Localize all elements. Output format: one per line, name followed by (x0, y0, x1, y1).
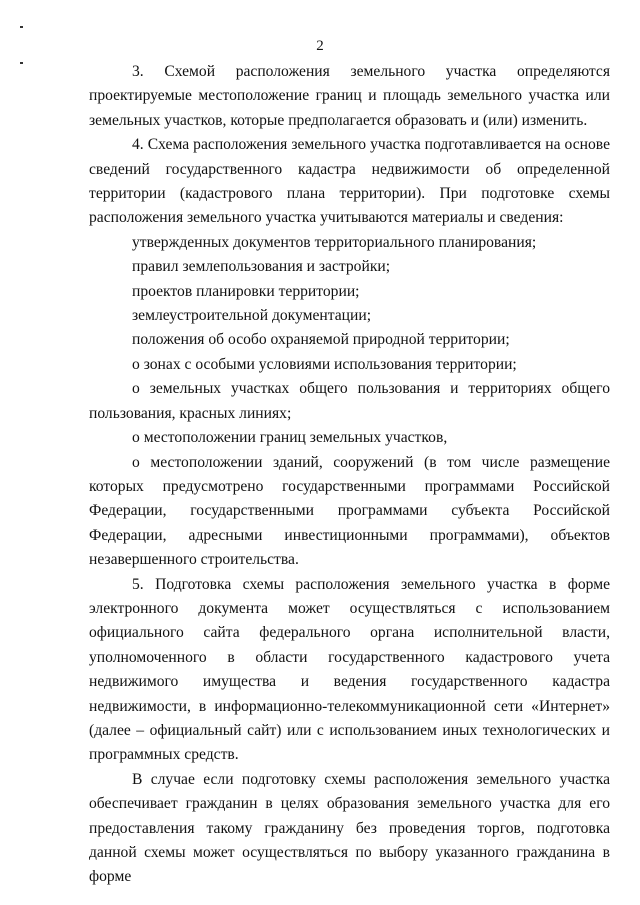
paragraph-3: 3. Схемой расположения земельного участка определяются проектируемые местоположение границ и площадь земельного участка или земельных участков, которые предполагается образовать и (или) изменить. (89, 63, 610, 129)
page-number: 2 (316, 38, 324, 54)
list-item: о местоположении границ земельных участков, (132, 429, 448, 447)
list-item: о зонах с особыми условиями использования территории; (132, 355, 517, 373)
document-body (89, 60, 610, 890)
scan-mark (20, 26, 23, 28)
list-item: о земельных участках общего пользования и территориях общего пользования, красных линиях; (89, 380, 610, 422)
paragraph-4: 4. Схема расположения земельного участка подготавливается на основе сведений государственного кадастра недвижимости об определенной территории (кадастрового плана территории). При подготовке схемы расположения земельного участка учитываются материалы и сведения: (89, 136, 610, 227)
list-item: о местоположении зданий, сооружений (в том числе размещение которых предусмотрено государственными программами Российской Федерации, государственными программами субъекта Российской Федерации, адресными инвестиционными программами), объектов незавершенного строительства. (89, 453, 610, 569)
list-item: положения об особо охраняемой природной территории; (132, 331, 510, 349)
list-item: утвержденных документов территориального планирования; (132, 233, 537, 251)
scan-mark (20, 62, 23, 64)
paragraph-5: 5. Подготовка схемы расположения земельного участка в форме электронного документа может осуществляться с использованием официального сайта федерального органа исполнительной власти, уполномоченного в области государственного кадастрового учета недвижимого имущества и ведения государственного кадастра недвижимости, в информационно-телекоммуникационной сети «Интернет» (далее – официальный сайт) или с использованием иных технологических и программных средств. (89, 575, 610, 764)
list-item: проектов планировки территории; (132, 282, 360, 300)
list-item: правил землепользования и застройки; (132, 258, 391, 276)
paragraph-citizen-case: В случае если подготовку схемы расположения земельного участка обеспечивает гражданин в целях образования земельного участка для его предоставления такому гражданину без проведения торгов, подготовка данной схемы может осуществляться по выбору указанного гражданина в форме (89, 770, 610, 886)
list-item: землеустроительной документации; (132, 307, 372, 325)
